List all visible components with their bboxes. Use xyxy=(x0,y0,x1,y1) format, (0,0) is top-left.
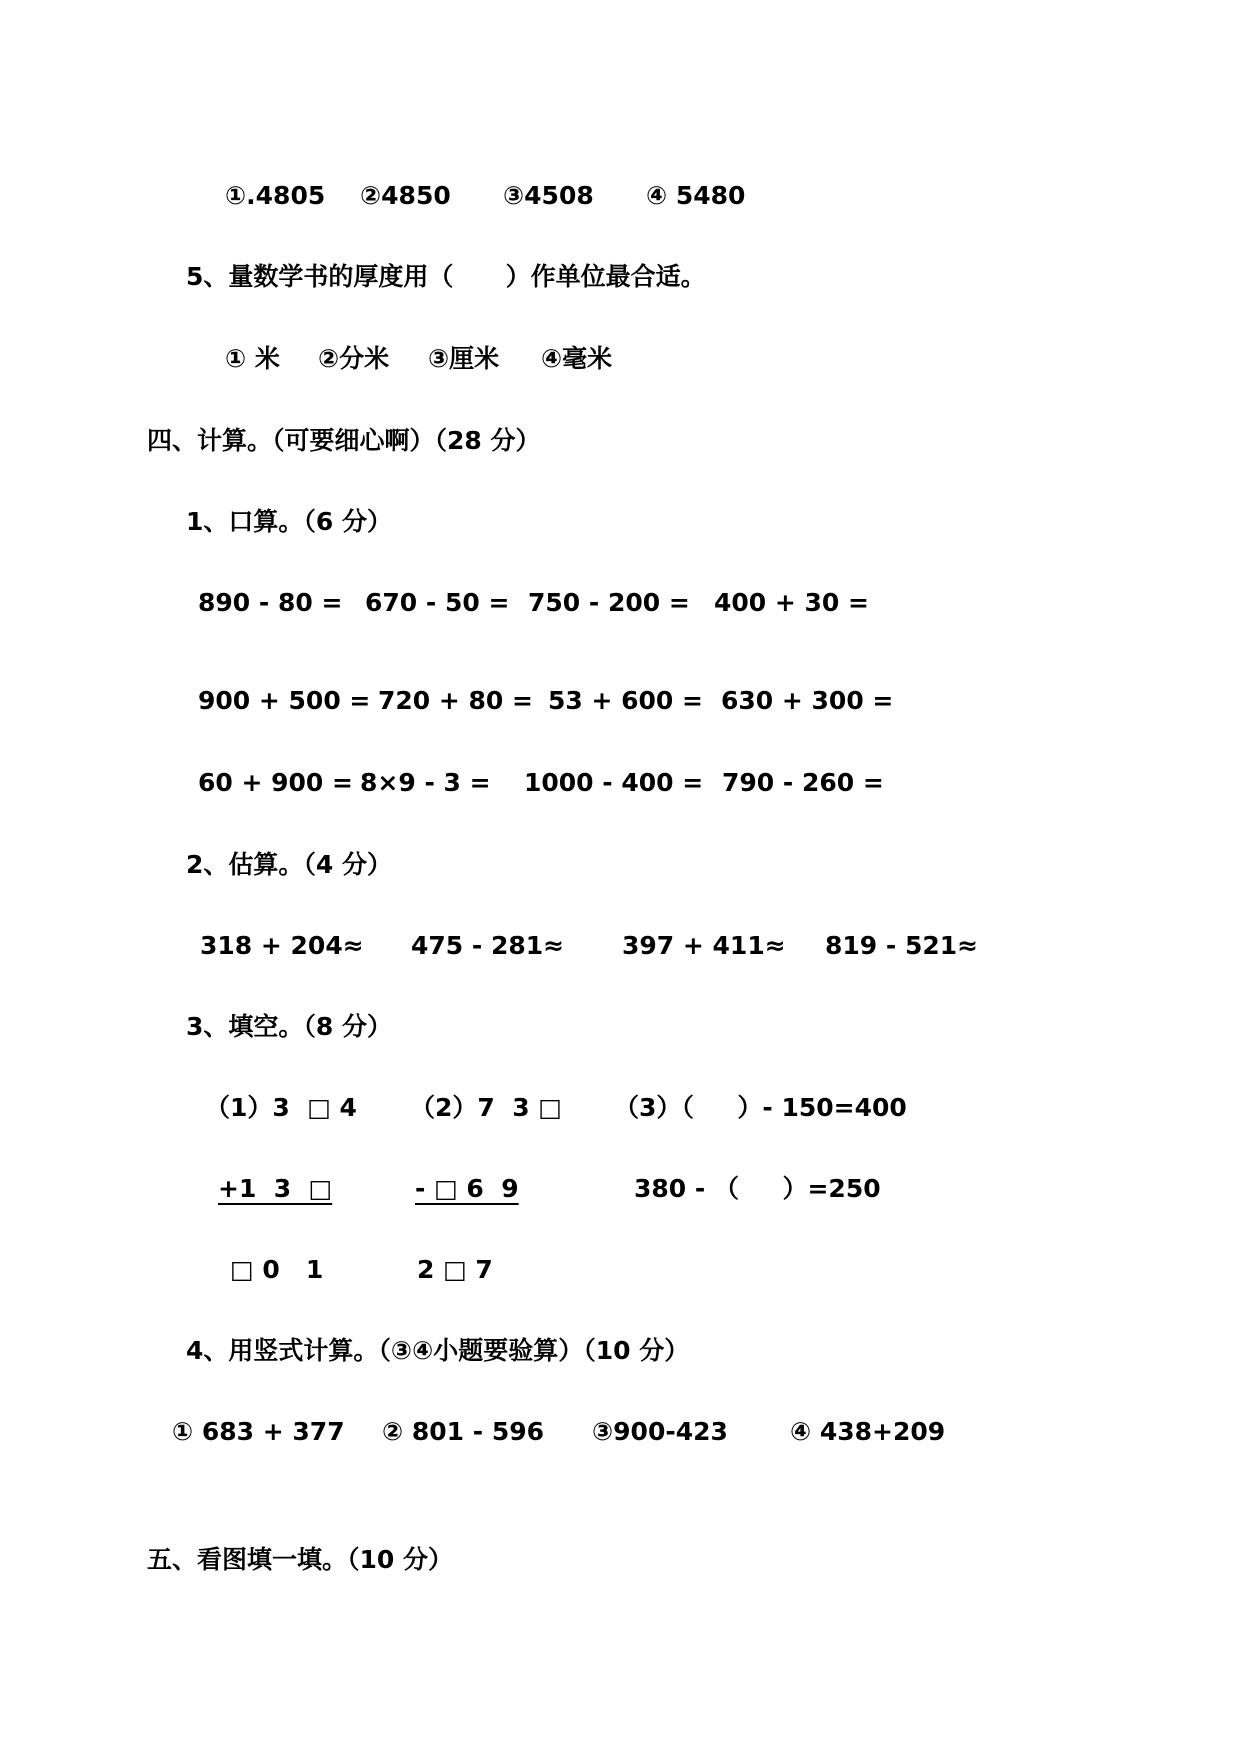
mental-calc-1: 890 - 80 = xyxy=(198,588,343,617)
section-4-title: 四、计算。（可要细心啊）（28 分） xyxy=(147,426,541,455)
q5-option-4: ④毫米 xyxy=(541,344,613,373)
vertical-calc-3: ③900-423 xyxy=(592,1417,728,1446)
mental-calc-10: 8×9 - 3 = xyxy=(360,768,491,797)
fill-1-addend: +1 3 □ xyxy=(218,1174,333,1203)
fill-1-result: □ 0 1 xyxy=(230,1255,324,1284)
mental-calc-5: 900 + 500 = xyxy=(198,686,371,715)
q5-option-3: ③厘米 xyxy=(428,344,500,373)
mental-calc-6: 720 + 80 = xyxy=(378,686,533,715)
mental-calc-9: 60 + 900 = xyxy=(198,768,353,797)
q4-option-4: ④ 5480 xyxy=(646,181,746,210)
estimate-4: 819 - 521≈ xyxy=(825,931,979,960)
part-3-title: 3、填空。（8 分） xyxy=(186,1012,392,1041)
part-2-title: 2、估算。（4 分） xyxy=(186,850,392,879)
vertical-calc-2: ② 801 - 596 xyxy=(382,1417,545,1446)
fill-2-top: （2）7 3 □ xyxy=(410,1093,562,1122)
q4-option-2: ②4850 xyxy=(360,181,451,210)
section-5-title: 五、看图填一填。（10 分） xyxy=(147,1545,453,1574)
part-1-title: 1、口算。（6 分） xyxy=(186,507,392,536)
fill-2-result: 2 □ 7 xyxy=(417,1255,493,1284)
vertical-calc-1: ① 683 + 377 xyxy=(172,1417,345,1446)
q4-option-3: ③4508 xyxy=(503,181,594,210)
q5-option-1: ① 米 xyxy=(225,344,280,373)
q4-option-1: ①.4805 xyxy=(225,181,326,210)
q5-question: 5、量数学书的厚度用（ ）作单位最合适。 xyxy=(186,262,706,291)
mental-calc-7: 53 + 600 = xyxy=(548,686,703,715)
mental-calc-11: 1000 - 400 = xyxy=(524,768,704,797)
part-4-title: 4、用竖式计算。（③④小题要验算）（10 分） xyxy=(186,1336,690,1365)
fill-2-subtrahend: - □ 6 9 xyxy=(415,1174,519,1203)
estimate-3: 397 + 411≈ xyxy=(622,931,786,960)
mental-calc-3: 750 - 200 = xyxy=(528,588,690,617)
fill-3-top: （3）（ ）- 150=400 xyxy=(614,1093,907,1122)
fill-1-top: （1）3 □ 4 xyxy=(205,1093,357,1122)
fill-3-equation: 380 - （ ）=250 xyxy=(634,1174,881,1203)
vertical-calc-4: ④ 438+209 xyxy=(790,1417,946,1446)
q5-option-2: ②分米 xyxy=(318,344,390,373)
estimate-1: 318 + 204≈ xyxy=(200,931,364,960)
mental-calc-12: 790 - 260 = xyxy=(722,768,884,797)
mental-calc-2: 670 - 50 = xyxy=(365,588,510,617)
estimate-2: 475 - 281≈ xyxy=(411,931,565,960)
mental-calc-8: 630 + 300 = xyxy=(721,686,894,715)
mental-calc-4: 400 + 30 = xyxy=(714,588,869,617)
